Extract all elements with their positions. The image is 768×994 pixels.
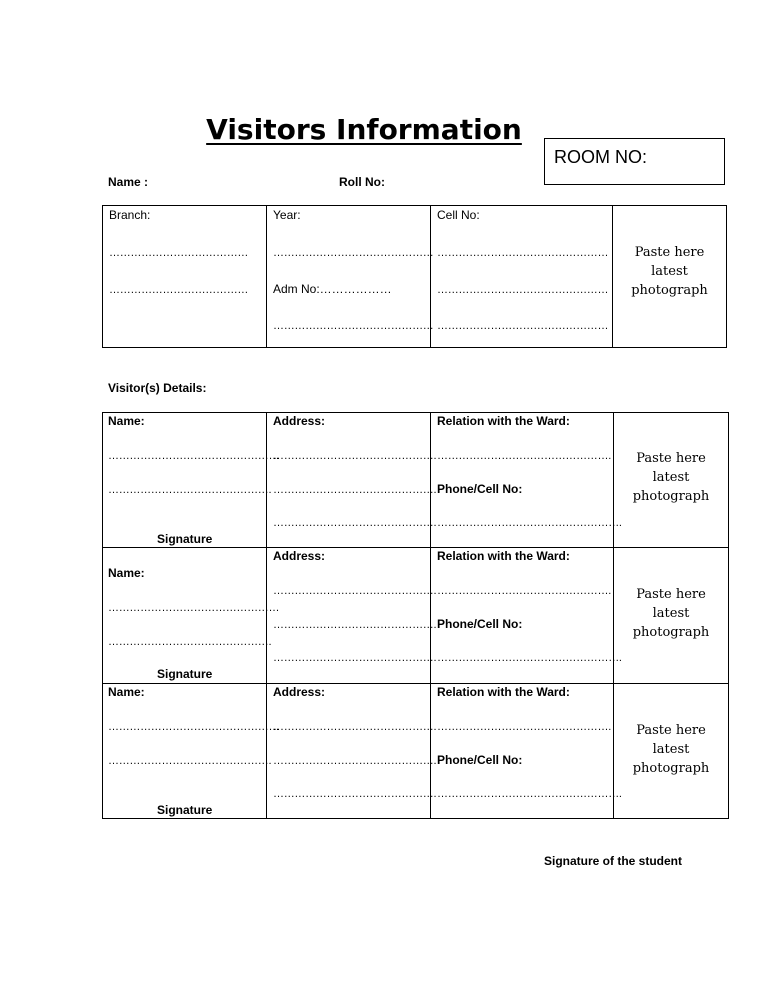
photo-text-line-1: Paste here: [636, 587, 706, 602]
visitor-3-relation-dots: ………………………………………….: [437, 721, 611, 733]
page-title: Visitors Information: [206, 113, 522, 146]
visitor-2-name-dots-1: …………………………………………: [108, 602, 280, 614]
branch-cell[interactable]: [102, 205, 267, 348]
student-signature-label: Signature of the student: [544, 854, 682, 868]
photo-text-line-3: photograph: [632, 761, 710, 776]
visitor-2-address-dots-1: ……………………………………….: [273, 585, 437, 597]
visitor-3-relation-label: Relation with the Ward:: [437, 685, 570, 699]
visitor-2-address-dots-3: ……………………………………….: [273, 652, 437, 664]
photo-text-line-1: Paste here: [636, 723, 706, 738]
visitor-1-phone-label: Phone/Cell No:: [437, 482, 523, 496]
cell-dots-1: …………………………………………: [437, 247, 609, 259]
visitor-1-phone-dots: …………………………………………….: [437, 517, 622, 529]
visitor-1-address-dots-3: ……………………………………….: [273, 517, 437, 529]
year-label: Year:: [273, 208, 301, 222]
branch-dots-1: …………………………………: [109, 247, 249, 259]
visitor-1-name-dots-2: ……………………………………….: [108, 484, 272, 496]
visitor-3-address-dots-1: ……………………………………….: [273, 721, 437, 733]
photo-text-line-1: Paste here: [634, 245, 705, 260]
visitor-3-name-cell[interactable]: [102, 683, 267, 819]
student-photo-placeholder: [612, 243, 727, 300]
adm-dots: ………………………………………: [273, 320, 434, 332]
visitor-3-signature-label: Signature: [157, 803, 213, 817]
cell-dots-3: …………………………………………: [437, 320, 609, 332]
visitor-3-name-dots-1: …………………………………………: [108, 721, 280, 733]
visitor-3-photo-placeholder: [613, 721, 729, 778]
branch-dots-2: …………………………………: [109, 284, 249, 296]
visitor-2-address-label: Address:: [273, 549, 326, 563]
visitor-1-name-cell[interactable]: [102, 412, 267, 548]
visitor-1-address-dots-1: ……………………………………….: [273, 450, 437, 462]
visitors-details-heading: Visitor(s) Details:: [108, 381, 207, 395]
visitor-3-phone-dots: …………………………………………….: [437, 788, 622, 800]
visitor-2-phone-label: Phone/Cell No:: [437, 617, 523, 631]
visitor-3-address-dots-2: ……………………………………….: [273, 755, 437, 767]
photo-text-line-2: latest: [651, 264, 688, 279]
branch-label: Branch:: [109, 208, 151, 222]
visitor-2-name-label: Name:: [108, 566, 145, 580]
visitor-1-name-label: Name:: [108, 414, 145, 428]
photo-text-line-2: latest: [652, 470, 690, 485]
year-dots: ………………………………………: [273, 247, 434, 259]
cell-no-label: Cell No:: [437, 208, 480, 222]
visitor-1-relation-label: Relation with the Ward:: [437, 414, 570, 428]
photo-text-line-3: photograph: [632, 489, 710, 504]
photo-text-line-2: latest: [652, 742, 690, 757]
visitor-3-address-dots-3: ……………………………………….: [273, 788, 437, 800]
photo-text-line-3: photograph: [631, 283, 708, 298]
visitor-2-photo-placeholder: [613, 585, 729, 642]
room-number-box[interactable]: ROOM NO:: [544, 138, 725, 185]
visitor-3-address-label: Address:: [273, 685, 326, 699]
photo-text-line-1: Paste here: [636, 451, 706, 466]
visitor-1-signature-label: Signature: [157, 532, 213, 546]
visitor-3-phone-label: Phone/Cell No:: [437, 753, 523, 767]
student-name-label: Name :: [108, 175, 149, 189]
visitor-3-name-dots-2: ……………………………………….: [108, 755, 272, 767]
visitor-2-relation-label: Relation with the Ward:: [437, 549, 570, 563]
visitor-2-address-dots-2: ……………………………………….: [273, 619, 437, 631]
visitor-1-address-label: Address:: [273, 414, 326, 428]
visitor-3-name-label: Name:: [108, 685, 145, 699]
visitor-2-relation-dots: ………………………………………….: [437, 585, 611, 597]
visitor-1-relation-dots: ………………………………………….: [437, 450, 611, 462]
roll-no-label: Roll No:: [339, 175, 385, 189]
visitor-1-photo-placeholder: [613, 449, 729, 506]
photo-text-line-2: latest: [652, 606, 690, 621]
adm-no-label: Adm No:………………: [273, 282, 392, 296]
photo-text-line-3: photograph: [632, 625, 710, 640]
visitor-1-address-dots-2: ……………………………………….: [273, 484, 437, 496]
cell-dots-2: …………………………………………: [437, 284, 609, 296]
visitor-1-name-dots-1: …………………………………………: [108, 450, 280, 462]
visitor-2-name-dots-2: ……………………………………….: [108, 636, 272, 648]
visitor-2-phone-dots: …………………………………………….: [437, 652, 622, 664]
visitor-2-signature-label: Signature: [157, 667, 213, 681]
